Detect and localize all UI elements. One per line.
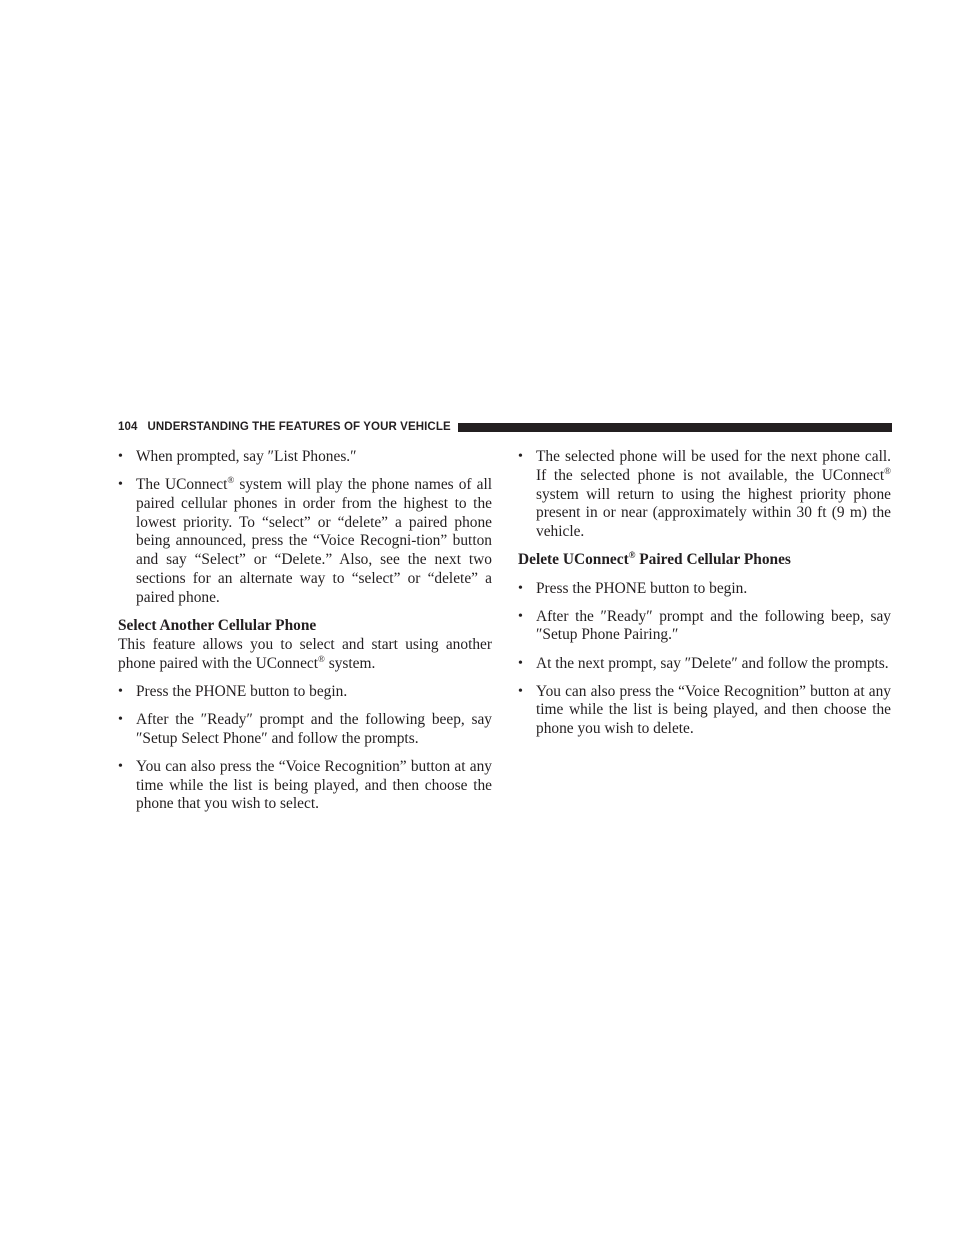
section-heading-delete-phones: Delete UConnect® Paired Cellular Phones bbox=[518, 550, 791, 569]
left-column bbox=[118, 448, 492, 824]
list-item: • You can also press the “Voice Recognition” button at any time while the list is being played, and then choose the phone you wish to delete. bbox=[518, 683, 891, 739]
list-item: • After the ″Ready″ prompt and the following beep, say ″Setup Phone Pairing.″ bbox=[518, 608, 891, 646]
bullet-list-delete-phones bbox=[518, 580, 891, 739]
section-heading-select-phone: Select Another Cellular Phone bbox=[118, 616, 317, 634]
page-header bbox=[118, 419, 892, 435]
right-column bbox=[518, 448, 891, 748]
header-rule bbox=[458, 423, 892, 432]
select-phone-intro: This feature allows you to select and start using another phone paired with the UConnect® system. bbox=[118, 635, 492, 672]
list-item: • At the next prompt, say ″Delete″ and follow the prompts. bbox=[518, 655, 891, 674]
page-number: 104 bbox=[118, 421, 138, 433]
header-text bbox=[118, 419, 451, 435]
list-item: • The UConnect® system will play the phone names of all paired cellular phones in order from the highest to the lowest priority. To “select” or “delete” a paired phone being announced, press the “Voice Recogni-tion” button and say “Select” or “Delete.” Also, see the next two sections for an alternate way to “select” or “delete” a paired phone. bbox=[118, 476, 492, 608]
bullet-list-select-phone bbox=[118, 683, 492, 814]
list-item: • Press the PHONE button to begin. bbox=[118, 683, 492, 702]
bullet-list-top-right bbox=[518, 448, 891, 542]
list-item: • After the ″Ready″ prompt and the following beep, say ″Setup Select Phone″ and follow the prompts. bbox=[118, 711, 492, 749]
bullet-list-top-left bbox=[118, 448, 492, 608]
list-item: • The selected phone will be used for the next phone call. If the selected phone is not available, the UConnect® system will return to using the highest priority phone present in or near (approximately within 30 ft (9 m) the vehicle. bbox=[518, 448, 891, 542]
list-item: • Press the PHONE button to begin. bbox=[518, 580, 891, 599]
section-title: UNDERSTANDING THE FEATURES OF YOUR VEHICLE bbox=[147, 421, 451, 433]
list-item: • When prompted, say ″List Phones.″ bbox=[118, 448, 492, 467]
list-item: • You can also press the “Voice Recognition” button at any time while the list is being played, and then choose the phone that you wish to select. bbox=[118, 758, 492, 814]
